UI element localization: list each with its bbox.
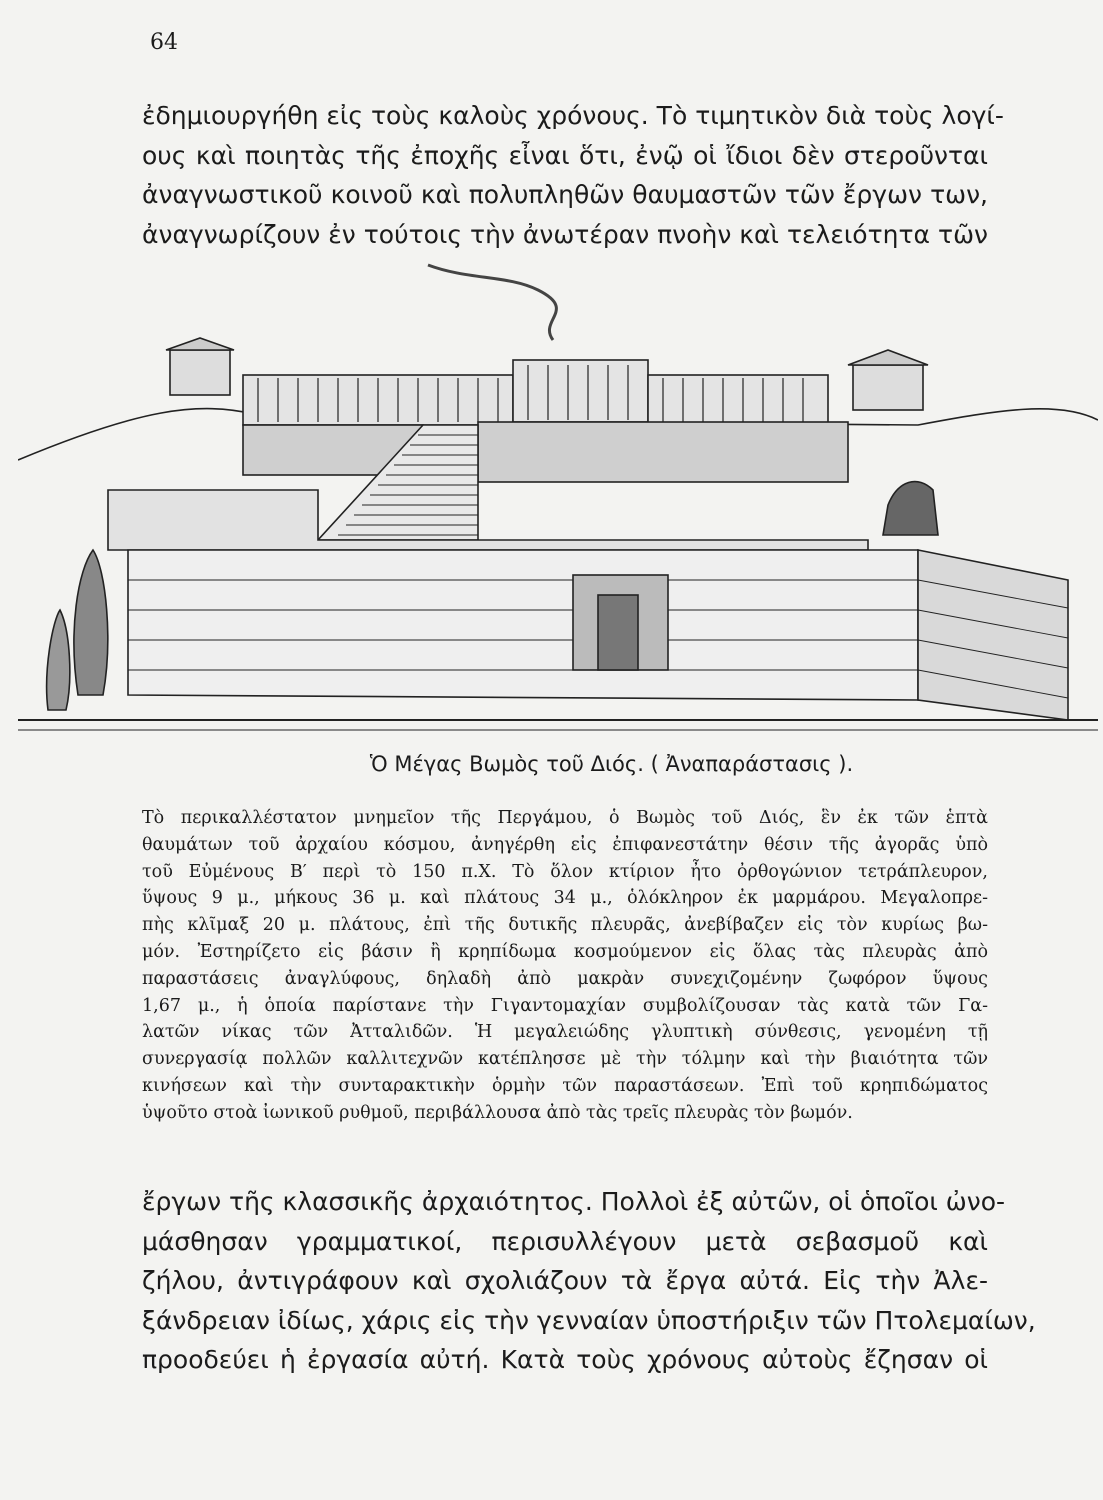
body-paragraph-bottom — [142, 1182, 1036, 1380]
body-paragraph-top — [142, 96, 1004, 254]
caption-note — [142, 805, 988, 1127]
note-line: μόν. Ἐστηρίζετο εἰς βάσιν ἢ κρηπίδωμα κοσμούμενον εἰς ὅλας τὰς πλευρὰς ἀπὸ — [142, 941, 988, 962]
note-line: ὕψους 9 μ., μήκους 36 μ. καὶ πλάτους 34 μ., ὁλόκληρον ἐκ μαρμάρου. Μεγαλοπρε- — [142, 888, 988, 909]
note-line: 1,67 μ., ἡ ὁποία παρίστανε τὴν Γιγαντομαχίαν συμβολίζουσαν τὰς κατὰ τῶν Γα- — [142, 995, 988, 1016]
text-line: μάσθησαν γραμματικοί, περισυλλέγουν μετὰ σεβασμοῦ καὶ — [142, 1226, 988, 1256]
altar-illustration — [18, 250, 1098, 735]
note-line: κινήσεων καὶ τὴν συνταρακτικὴν ὁρμὴν τῶν παραστάσεων. Ἐπὶ τοῦ κρηπιδώματος — [142, 1075, 988, 1096]
text-line: ζήλου, ἀντιγράφουν καὶ σχολιάζουν τὰ ἔργα αὐτά. Εἰς τὴν Ἀλε- — [142, 1266, 988, 1295]
text-line: ἐδημιουργήθη εἰς τοὺς καλοὺς χρόνους. Τὸ τιμητικὸν διὰ τοὺς λογί- — [142, 101, 1004, 130]
text-line: ἔργων τῆς κλασσικῆς ἀρχαιότητος. Πολλοὶ ἐξ αὐτῶν, οἱ ὁποῖοι ὠνο- — [142, 1187, 1006, 1216]
note-line: ὑψοῦτο στοὰ ἰωνικοῦ ρυθμοῦ, περιβάλλουσα ἀπὸ τὰς τρεῖς πλευρὰς τὸν βωμόν. — [142, 1102, 853, 1123]
note-line: πὴς κλῖμαξ 20 μ. πλάτους, ἐπὶ τῆς δυτικῆς πλευρᾶς, ἀνεβίβαζεν εἰς τὸν κυρίως βω- — [142, 915, 988, 936]
note-line: θαυμάτων τοῦ ἀρχαίου κόσμου, ἀνηγέρθη εἰς ἐπιφανεστάτην θέσιν τῆς ἀγορᾶς ὑπὸ — [142, 834, 988, 855]
text-line: ους καὶ ποιητὰς τῆς ἐποχῆς εἶναι ὅτι, ἐνῷ οἱ ἴδιοι δὲν στεροῦνται — [142, 140, 988, 170]
figure-caption: Ὁ Μέγας Βωμὸς τοῦ Διός. ( Ἀναπαράστασις ). — [369, 752, 854, 776]
note-line: συνεργασίᾳ πολλῶν καλλιτεχνῶν κατέπλησσε μὲ τὴν τόλμην καὶ τὴν βιαιότητα τῶν — [142, 1049, 988, 1070]
text-line: προοδεύει ἡ ἐργασία αὐτή. Κατὰ τοὺς χρόνους αὐτοὺς ἔζησαν οἱ — [142, 1345, 988, 1374]
page-number: 64 — [150, 30, 178, 55]
text-line: ἀναγνωρίζουν ἐν τούτοις τὴν ἀνωτέραν πνοὴν καὶ τελειότητα τῶν — [142, 219, 988, 249]
note-line: τοῦ Εὐμένους Β′ περὶ τὸ 150 π.Χ. Τὸ ὅλον κτίριον ἦτο ὀρθογώνιον τετράπλευρον, — [142, 861, 988, 882]
note-line: παραστάσεις ἀναγλύφους, δηλαδὴ ἀπὸ μακρὰν συνεχιζομένην ζωφόρον ὕψους — [142, 968, 988, 989]
note-line: Τὸ περικαλλέστατον μνημεῖον τῆς Περγάμου, ὁ Βωμὸς τοῦ Διός, ἓν ἐκ τῶν ἑπτὰ — [142, 808, 988, 828]
text-line: ἀναγνωστικοῦ κοινοῦ καὶ πολυπληθῶν θαυμαστῶν τῶν ἔργων των, — [142, 180, 988, 209]
note-line: λατῶν νίκας τῶν Ἀτταλιδῶν. Ἡ μεγαλειώδης γλυπτικὴ σύνθεσις, γενομένη τῇ — [142, 1022, 988, 1043]
text-line: ξάνδρειαν ἰδίως, χάρις εἰς τὴν γενναίαν ὑποστήριξιν τῶν Πτολεμαίων, — [142, 1305, 1036, 1335]
